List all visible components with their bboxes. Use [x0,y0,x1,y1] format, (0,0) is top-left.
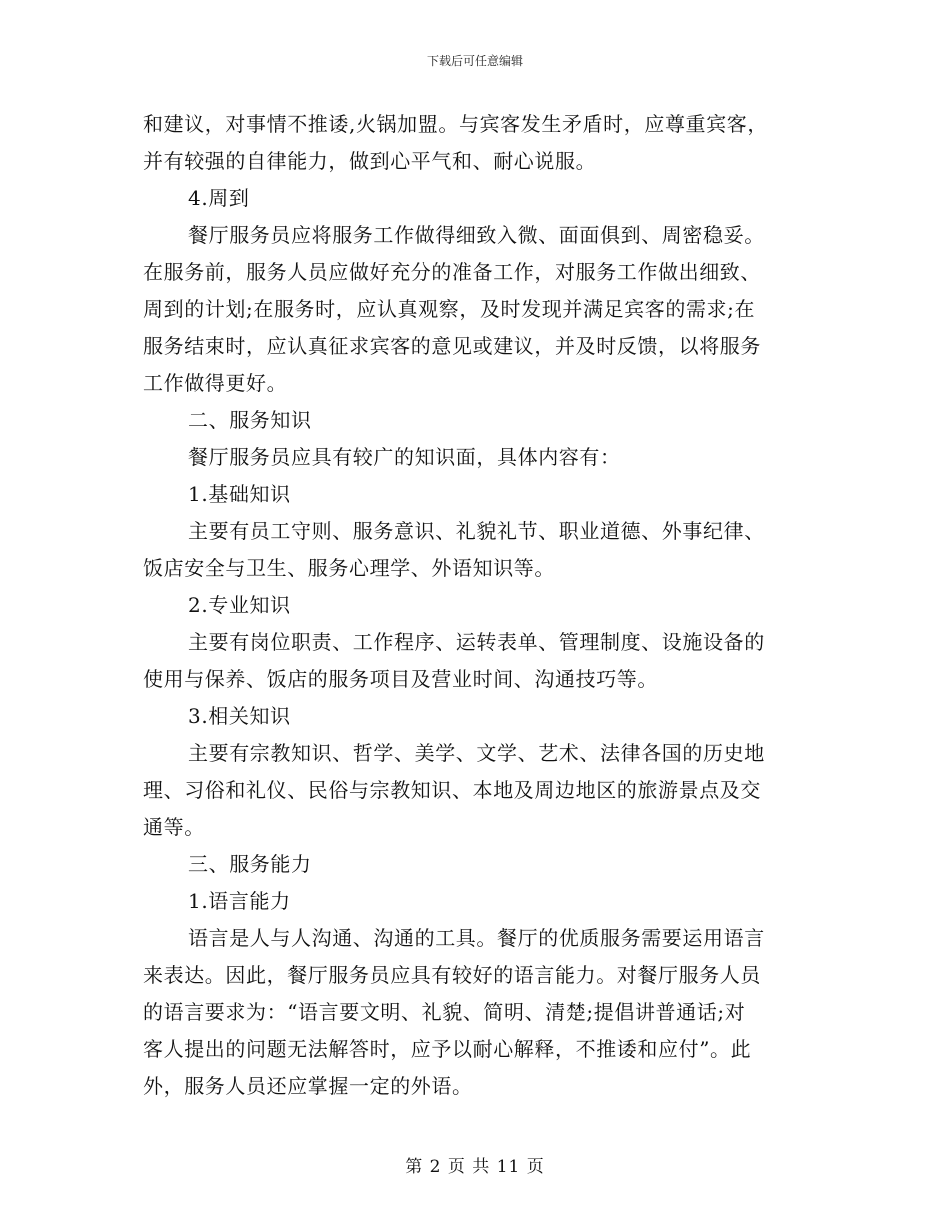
text-line: 3.相关知识 [188,704,291,728]
text-line: 主要有员工守则、服务意识、礼貌礼节、职业道德、外事纪律、 [188,519,765,543]
text-line: 理、习俗和礼仪、民俗与宗教知识、本地及周边地区的旅游景点及交 [143,778,761,802]
text-line: 饭店安全与卫生、服务心理学、外语知识等。 [143,556,555,580]
text-line: 1.语言能力 [188,889,291,913]
text-line: 2.专业知识 [188,593,291,617]
text-line: 4.周到 [188,186,250,210]
document-body [143,106,803,1105]
text-line: 三、服务能力 [188,852,312,876]
text-line: 来表达。因此，餐厅服务员应具有较好的语言能力。对餐厅服务人员 [143,963,761,987]
text-line: 通等。 [143,815,205,839]
text-line: 主要有岗位职责、工作程序、运转表单、管理制度、设施设备的 [188,630,765,654]
text-line: 外，服务人员还应掌握一定的外语。 [143,1074,473,1098]
text-line: 餐厅服务员应具有较广的知识面，具体内容有： [188,445,621,469]
text-line: 二、服务知识 [188,408,312,432]
text-line: 餐厅服务员应将服务工作做得细致入微、面面俱到、周密稳妥。 [188,223,765,247]
text-line: 1.基础知识 [188,482,291,506]
page-header: 下载后可任意编辑 [426,54,523,68]
text-line: 工作做得更好。 [143,371,288,395]
text-line: 的语言要求为：“语言要文明、礼貌、简明、清楚;提倡讲普通话;对 [143,1000,746,1024]
text-line: 周到的计划;在服务时，应认真观察，及时发现并满足宾客的需求;在 [143,297,756,321]
text-line: 主要有宗教知识、哲学、美学、文学、艺术、法律各国的历史地 [188,741,765,765]
text-line: 客人提出的问题无法解答时，应予以耐心解释，不推诿和应付”。此 [143,1037,752,1061]
text-line: 在服务前，服务人员应做好充分的准备工作，对服务工作做出细致、 [143,260,761,284]
text-line: 使用与保养、饭店的服务项目及营业时间、沟通技巧等。 [143,667,658,691]
text-line: 和建议，对事情不推诿,火锅加盟。与宾客发生矛盾时，应尊重宾客， [143,112,768,136]
text-line: 语言是人与人沟通、沟通的工具。餐厅的优质服务需要运用语言 [188,926,765,950]
text-line: 并有较强的自律能力，做到心平气和、耐心说服。 [143,149,597,173]
page-footer: 第 2 页 共 11 页 [405,1157,545,1177]
text-line: 服务结束时，应认真征求宾客的意见或建议，并及时反馈，以将服务 [143,334,761,358]
